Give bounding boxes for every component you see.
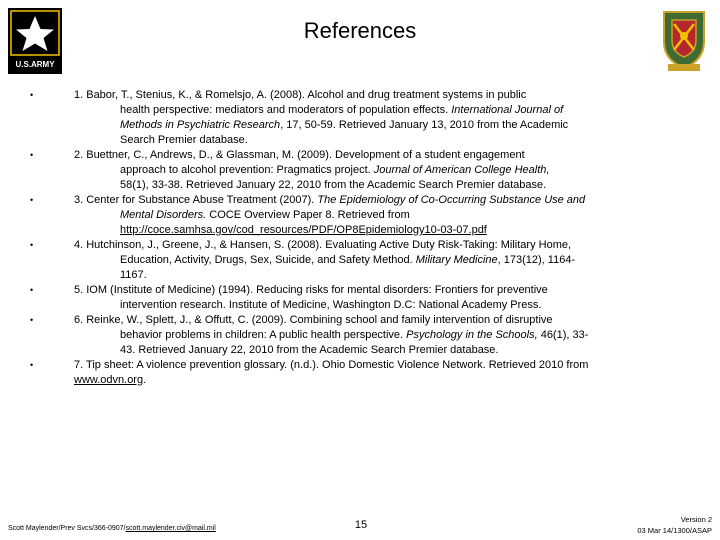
reference-line: 4. Hutchinson, J., Greene, J., & Hansen, S. (2008). Evaluating Active Duty Risk-Taking: Military Home, bbox=[74, 239, 572, 251]
footer-version bbox=[637, 514, 712, 536]
bullet: • bbox=[30, 150, 34, 160]
footer-contact: Scott Maylender/Prev Svcs/366-0907/scott.maylender.civ@mail.mil bbox=[8, 525, 216, 532]
date-code: 03 Mar 14/1300/ASAP bbox=[637, 526, 712, 535]
reference-item-3 bbox=[30, 193, 670, 238]
samhsa-link[interactable]: http://coce.samhsa.gov/cod_resources/PDF/OP8Epidemiology10-03-07.pdf bbox=[120, 224, 487, 236]
reference-line: 1167. bbox=[120, 269, 147, 281]
reference-line: 2. Buettner, C., Andrews, D., & Glassman, M. (2009). Development of a student engagement bbox=[74, 149, 525, 161]
reference-item-6 bbox=[30, 313, 670, 358]
odvn-link[interactable]: www.odvn.org bbox=[74, 374, 144, 386]
unit-crest-icon bbox=[654, 8, 714, 74]
reference-line: Education, Activity, Drugs, Sex, Suicide, and Safety Method. Military Medicine, 173(12), 1164- bbox=[120, 254, 576, 266]
reference-line: 1. Babor, T., Stenius, K., & Romelsjo, A. (2008). Alcohol and drug treatment systems in public bbox=[74, 89, 527, 101]
reference-line: Methods in Psychiatric Research, 17, 50-59. Retrieved January 13, 2010 from the Academic bbox=[120, 119, 569, 131]
reference-line: 5. IOM (Institute of Medicine) (1994). Reducing risks for mental disorders: Frontiers for preventive bbox=[74, 284, 548, 296]
army-star-logo-icon bbox=[8, 8, 62, 74]
reference-item-7 bbox=[30, 358, 670, 388]
reference-line: 7. Tip sheet: A violence prevention glossary. (n.d.). Ohio Domestic Violence Network. Retrieved 2010 from bbox=[74, 359, 589, 371]
reference-item-1 bbox=[30, 88, 670, 148]
reference-line: approach to alcohol prevention: Pragmatics project. Journal of American College Health, bbox=[120, 164, 550, 176]
reference-item-5 bbox=[30, 283, 670, 313]
version-label: Version 2 bbox=[680, 515, 712, 524]
bullet: • bbox=[30, 315, 34, 325]
reference-item-4 bbox=[30, 238, 670, 283]
reference-line: 43. Retrieved January 22, 2010 from the Academic Search Premier database. bbox=[120, 344, 499, 356]
page-number: 15 bbox=[354, 519, 368, 531]
reference-line: Search Premier database. bbox=[120, 134, 248, 146]
references-list bbox=[30, 88, 670, 388]
reference-line: 58(1), 33-38. Retrieved January 22, 2010 from the Academic Search Premier database. bbox=[120, 179, 547, 191]
page-title: References bbox=[303, 18, 417, 43]
reference-line: intervention research. Institute of Medicine, Washington D.C: National Academy Press. bbox=[120, 299, 542, 311]
army-logo-text: U.S.ARMY bbox=[15, 60, 55, 69]
reference-line: www.odvn.org. bbox=[74, 374, 147, 386]
reference-line: health perspective: mediators and moderators of population effects. International Journal of bbox=[120, 104, 564, 116]
contact-email-link[interactable]: scott.maylender.civ@mail.mil bbox=[125, 525, 216, 532]
bullet: • bbox=[30, 240, 34, 250]
reference-line: 3. Center for Substance Abuse Treatment (2007). The Epidemiology of Co-Occurring Substance Use and bbox=[74, 194, 586, 206]
bullet: • bbox=[30, 90, 34, 100]
bullet: • bbox=[30, 360, 34, 370]
reference-line: Mental Disorders. COCE Overview Paper 8. Retrieved from bbox=[120, 209, 410, 221]
bullet: • bbox=[30, 285, 34, 295]
bullet: • bbox=[30, 195, 34, 205]
reference-item-2 bbox=[30, 148, 670, 193]
reference-line: behavior problems in children: A public health perspective. Psychology in the Schools, 46(1), 33- bbox=[120, 329, 589, 341]
reference-line: 6. Reinke, W., Splett, J., & Offutt, C. (2009). Combining school and family intervention of disruptive bbox=[74, 314, 553, 326]
